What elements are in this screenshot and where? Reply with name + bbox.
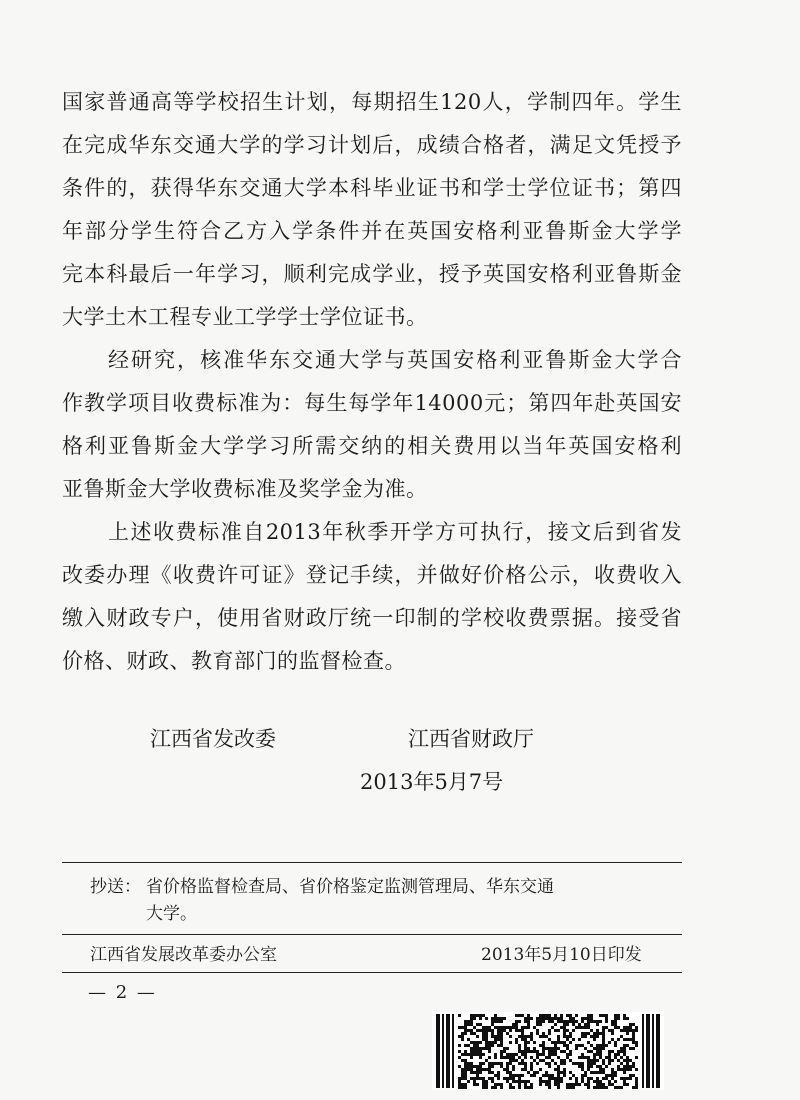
paragraph-1-line-4: 年部分学生符合乙方入学条件并在英国安格利亚鲁斯金大学学 [62,219,682,243]
paragraph-2-line-3: 格利亚鲁斯金大学学习所需交纳的相关费用以当年英国安格利 [62,434,682,458]
paragraph-3-line-1: 上述收费标准自2013年秋季开学方可执行，接文后到省发 [108,520,682,544]
issuer-finance-department: 江西省财政厅 [408,727,534,751]
cc-bottom-rule [62,934,682,935]
cc-recipients-line-1: 省价格监督检查局、省价格鉴定监测管理局、华东交通 [146,877,554,897]
paragraph-2-line-2: 作教学项目收费标准为：每生每学年14000元；第四年赴英国安 [62,391,682,415]
cc-label: 抄送： [90,877,141,897]
paragraph-1-line-1: 国家普通高等学校招生计划，每期招生120人，学制四年。学生 [62,90,682,114]
paragraph-3-line-2: 改委办理《收费许可证》登记手续，并做好价格公示，收费收入 [62,563,682,587]
issuing-office: 江西省发展改革委办公室 [90,945,277,965]
paragraph-3-line-4: 价格、财政、教育部门的监督检查。 [62,649,406,673]
paragraph-1-line-6: 大学土木工程专业工学学士学位证书。 [62,305,428,329]
paragraph-1-line-5: 完本科最后一年学习，顺利完成学业，授予英国安格利亚鲁斯金 [62,262,682,286]
cc-recipients-line-2: 大学。 [146,904,197,924]
page-number: — 2 — [88,982,157,1003]
issuer-development-reform-commission: 江西省发改委 [150,727,276,751]
paragraph-3-line-3: 缴入财政专户，使用省财政厅统一印制的学校收费票据。接受省 [62,606,682,630]
footer-rule [62,972,682,973]
signature-date: 2013年5月7号 [360,770,504,794]
print-date: 2013年5月10日印发 [481,945,642,965]
paragraph-1-line-2: 在完成华东交通大学的学习计划后，成绩合格者，满足文凭授予 [62,133,682,157]
cc-top-rule [62,862,682,863]
paragraph-1-line-3: 条件的，获得华东交通大学本科毕业证书和学士学位证书；第四 [62,176,682,200]
paragraph-2-line-4: 亚鲁斯金大学收费标准及奖学金为准。 [62,477,428,501]
paragraph-2-line-1: 经研究，核准华东交通大学与英国安格利亚鲁斯金大学合 [108,348,682,372]
barcode-image [432,1012,664,1090]
